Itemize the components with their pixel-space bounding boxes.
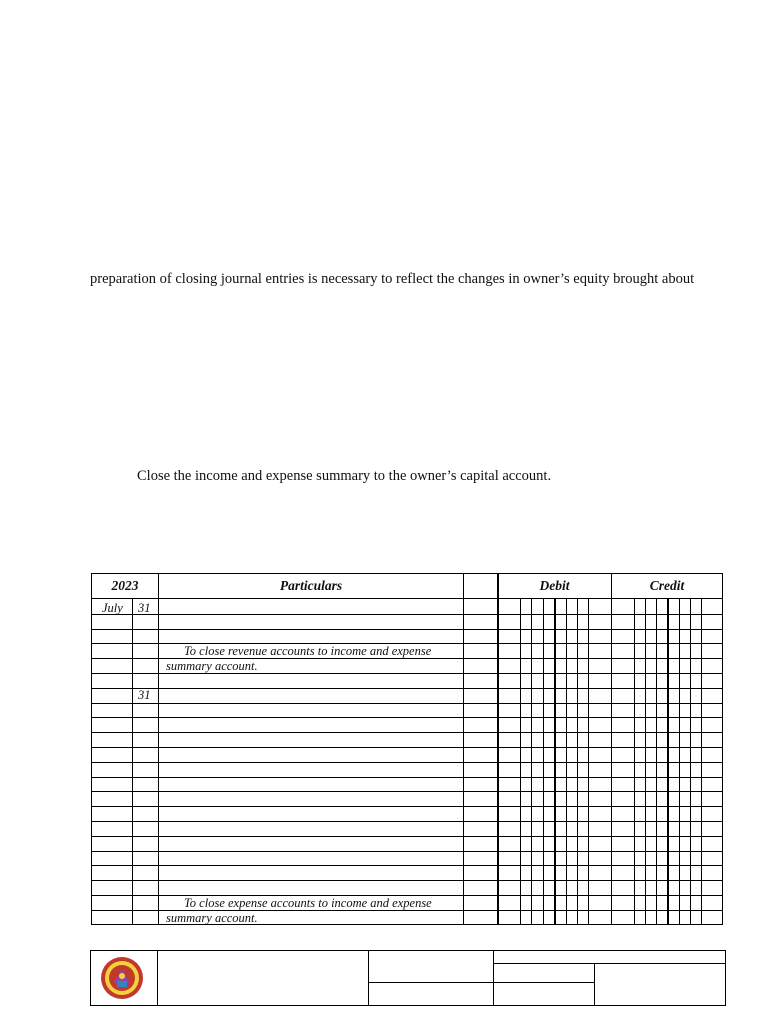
journal-column-line (656, 599, 657, 924)
entry-1-explanation-line1: To close revenue accounts to income and expense (184, 644, 432, 658)
header-particulars: Particulars (279, 578, 343, 593)
journal-column-line (531, 599, 532, 924)
journal-column-line (497, 574, 499, 924)
journal-column-line (158, 574, 159, 924)
journal-table (91, 573, 723, 925)
journal-column-line (588, 599, 589, 924)
entry-2-explanation-line1: To close expense accounts to income and expense (184, 896, 432, 910)
journal-column-line (577, 599, 578, 924)
journal-column-line (520, 599, 521, 924)
entry-1-explanation-line2: summary account. (166, 659, 258, 673)
header-year: 2023 (111, 578, 139, 593)
journal-row-line (92, 614, 722, 615)
journal-column-line (566, 599, 567, 924)
entry-1-month: July (102, 601, 123, 615)
journal-row-line (92, 688, 722, 689)
journal-row-line (92, 747, 722, 748)
journal-row-line (92, 851, 722, 852)
journal-row-line (92, 836, 722, 837)
journal-column-line (645, 599, 646, 924)
body-paragraph-closing-entries: preparation of closing journal entries is necessary to reflect the changes in owner’s equity brought about (90, 271, 695, 287)
instruction-close-summary: Close the income and expense summary to the owner’s capital account. (137, 468, 552, 484)
journal-row-line (92, 821, 722, 822)
journal-row-line (92, 880, 722, 881)
journal-column-line (679, 599, 680, 924)
entry-2-explanation-line2: summary account. (166, 911, 258, 925)
journal-column-line (690, 599, 691, 924)
journal-column-line (132, 599, 133, 924)
journal-row-line (92, 806, 722, 807)
journal-column-line (554, 599, 556, 924)
journal-column-line (463, 574, 464, 924)
journal-row-line (92, 777, 722, 778)
journal-header-row (92, 574, 722, 599)
journal-column-line (634, 599, 635, 924)
journal-column-line (667, 599, 669, 924)
journal-row-line (92, 762, 722, 763)
journal-column-line (701, 599, 702, 924)
entry-1-day: 31 (138, 601, 151, 615)
header-debit: Debit (539, 578, 570, 593)
journal-row-line (92, 703, 722, 704)
journal-row-line (92, 629, 722, 630)
journal-row-line (92, 732, 722, 733)
journal-row-line (92, 865, 722, 866)
document-footer (90, 950, 726, 1006)
journal-row-line (92, 791, 722, 792)
school-seal-icon (100, 956, 144, 1000)
header-credit: Credit (649, 578, 685, 593)
journal-row-line (92, 717, 722, 718)
journal-column-line (543, 599, 544, 924)
entry-2-day: 31 (138, 688, 151, 702)
journal-row-line (92, 673, 722, 674)
journal-column-line (611, 574, 612, 924)
